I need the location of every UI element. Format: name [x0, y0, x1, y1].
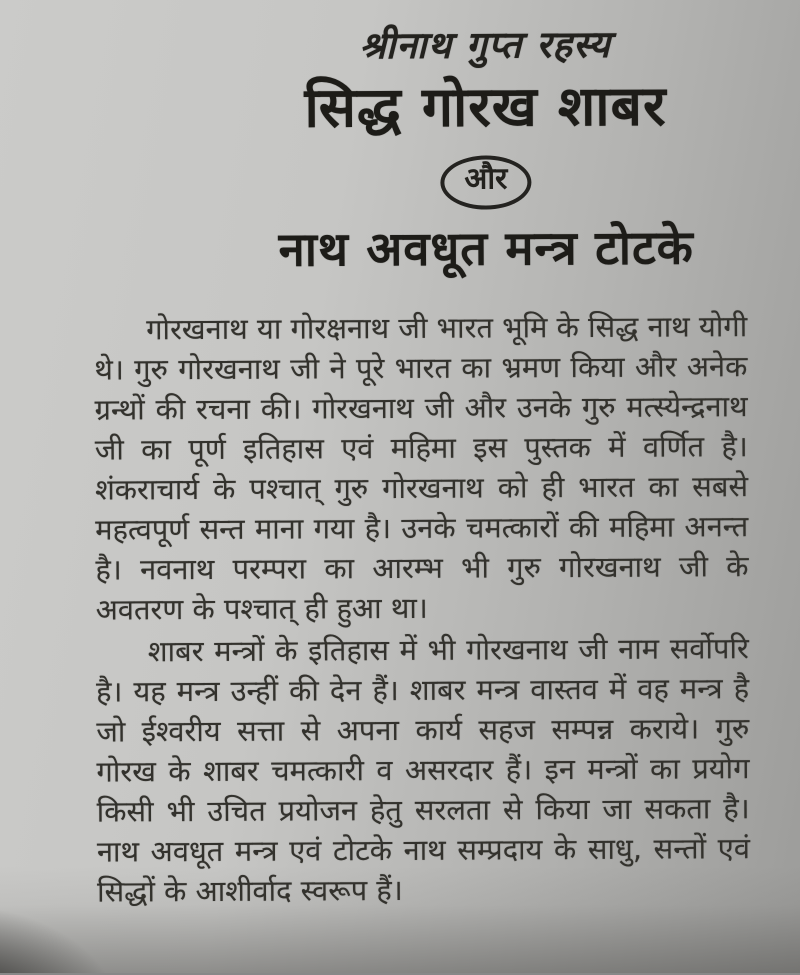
book-subtitle: नाथ अवधूत मन्त्र टोटके — [278, 220, 694, 278]
conjunction-label: और — [464, 161, 508, 197]
main-title: सिद्ध गोरख शाबर — [304, 73, 667, 140]
conjunction-row — [173, 154, 798, 211]
paragraph-2: शाबर मन्त्रों के इतिहास में भी गोरखनाथ जी नाम सर्वोपरि है। यह मन्त्र उन्हीं की देन हैं। शाबर मन्त्र वास्तव में वह मन्त्र है जो ईश्वरीय सत्ता से अपना कार्य सहज सम्पन्न कराये। गुरु गोरख के शाबर चमत्कारी व असरदार हैं। इन मन्त्रों का प्रयोग किसी भी उचित प्रयोजन हेतु सरलता से किया जा सकता है। नाथ अवधूत मन्त्र एवं टोटके नाथ सम्प्रदाय के साधु, सन्तों एवं सिद्धों के आशीर्वाद स्वरूप हैं। — [95, 631, 750, 909]
conjunction-badge — [440, 155, 531, 209]
title-block — [0, 0, 799, 280]
body-text — [94, 306, 750, 911]
series-title: श्रीनाथ गुप्त रहस्य — [359, 21, 611, 68]
paragraph-1: गोरखनाथ या गोरक्षनाथ जी भारत भूमि के सिद्ध नाथ योगी थे। गुरु गोरखनाथ जी ने पूरे भारत का भ्रमण किया और अनेक ग्रन्थों की रचना की। गोरखनाथ जी और उनके गुरु मत्स्येन्द्रनाथ जी का पूर्ण इतिहास एवं महिमा इस पुस्तक में वर्णित है। शंकराचार्य के पश्चात् गुरु गोरखनाथ को ही भारत का सबसे महत्वपूर्ण सन्त माना गया है। उनके चमत्कारों की महिमा अनन्त है। नवनाथ परम्परा का आरम्भ भी गुरु गोरखनाथ जी के अवतरण के पश्चात् ही हुआ था। — [94, 309, 749, 627]
